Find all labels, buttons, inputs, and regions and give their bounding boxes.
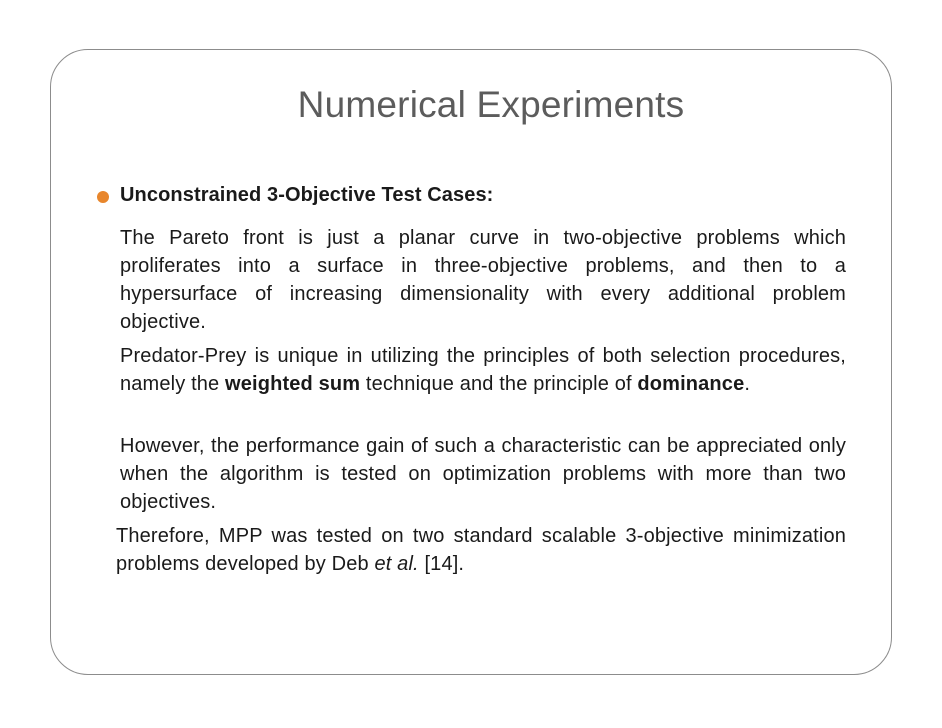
bullet-icon xyxy=(97,191,109,203)
paragraph-text: [14]. xyxy=(418,553,465,575)
paragraph-text: Predator-Prey is unique in utilizing the principles of both selection procedures, namely the xyxy=(120,345,846,395)
slide-title xyxy=(0,84,942,126)
paragraph-text: Therefore, MPP was tested on two standard scalable 3-objective minimization problems developed by Deb xyxy=(116,525,846,575)
paragraph-performance-gain: However, the performance gain of such a characteristic can be appreciated only when the algorithm is tested on optimization problems with more than two objectives. xyxy=(120,435,846,513)
emphasis-dominance: dominance xyxy=(637,373,745,395)
paragraph-text: technique and the principle of xyxy=(360,373,638,395)
section-heading: Unconstrained 3-Objective Test Cases: xyxy=(120,184,494,206)
emphasis-weighted-sum: weighted sum xyxy=(225,373,361,395)
paragraph-mpp-tested xyxy=(116,522,846,578)
paragraph-text: . xyxy=(744,373,751,395)
paragraph-predator-prey xyxy=(120,342,846,398)
emphasis-et-al: et al. xyxy=(374,553,419,575)
paragraph-pareto-front: The Pareto front is just a planar curve in two-objective problems which proliferates into a surface in three-objective problems, and then to a hypersurface of increasing dimensionality with every additional problem objective. xyxy=(120,227,846,333)
slide-title-text: Numerical Experiments xyxy=(297,84,685,125)
